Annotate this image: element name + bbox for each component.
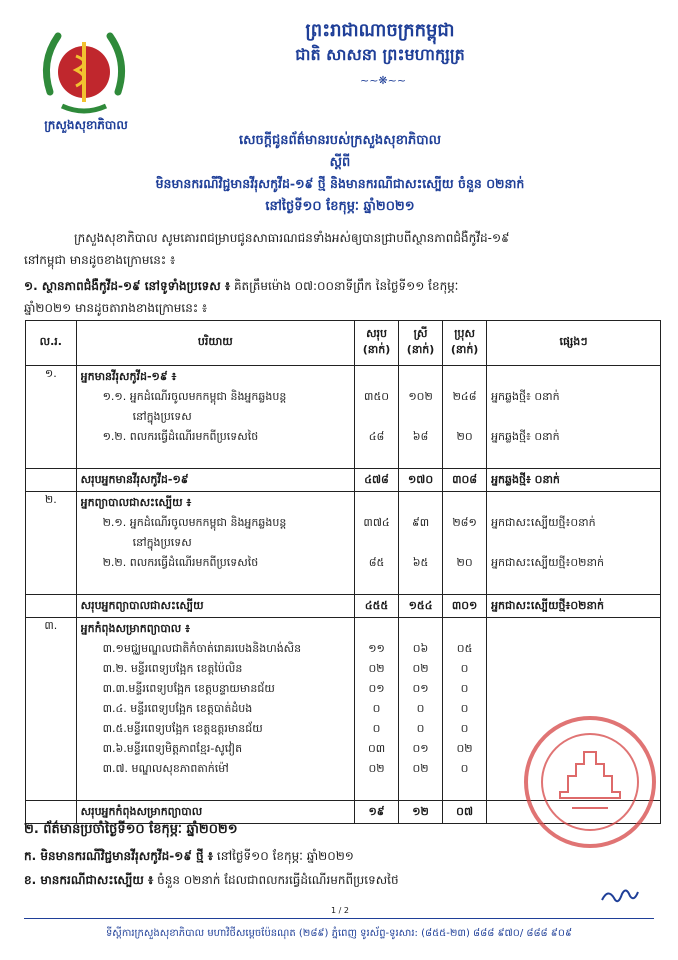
footer-divider [24,918,654,919]
ornament: ~~❋~~ [360,74,407,87]
col-header-no: ល.រ. [26,321,77,366]
item-female: ០៦ [412,642,429,655]
item-description: ៣.៤. មន្ទីរពេទ្យបង្អែក ខេត្តបាត់ដំបង [102,702,253,715]
table-group-row [26,366,661,469]
spacer [447,407,482,427]
spacer [491,493,656,513]
row-total [355,366,399,469]
item-male: ០ [460,662,469,675]
row-male [443,618,487,801]
section2-item-b-text: ចំនួន ០២នាក់ ដែលជាពលករធ្វើដំណើរមកពីប្រទេសថៃ [153,873,399,887]
section2-item-b-label: ខ. មានករណីជាសះស្បើយ ៖ [24,873,154,887]
spacer [403,619,438,639]
section1-text: គិតត្រឹមម៉ោង ០៧:០០នាទីព្រឹក នៃថ្ងៃទី១១ ខែកុម្ភៈ [230,279,459,293]
item-note [491,659,656,679]
item-male: ២០ [456,556,473,569]
table-total-row [26,469,661,492]
col-header-description: បរិយាយ [76,321,354,366]
row-female [399,618,443,801]
document-date: នៅថ្ងៃទី១០ ខែកុម្ភៈ ឆ្នាំ២០២១ [265,199,415,214]
spacer [403,367,438,387]
table-group-row [26,492,661,595]
spacer [359,533,394,553]
spacer [491,573,656,593]
page-number: 1 / 2 [331,906,349,915]
spacer [403,447,438,467]
item-description: ១.១. អ្នកដំណើរចូលមកកម្ពុជា និងអ្នកឆ្លងបន្ត [102,390,287,403]
spacer [359,573,394,593]
spacer [359,493,394,513]
total-male: ៣០៨ [443,469,487,492]
document-subject-label: ស្តីពី [329,155,351,170]
total-total: ១៩ [355,801,399,824]
item-description: ៣.១មជ្ឈមណ្ឌលជាតិកំចាត់រោគរបេងនិងហង់សិន [102,642,302,655]
item-description: ៣.៥.មន្ទីរពេទ្យបង្អែក ខេត្តឧត្តរមានជ័យ [102,722,263,735]
item-male: ០ [460,722,469,735]
row-female [399,492,443,595]
item-note [491,679,656,699]
spacer [447,779,482,799]
total-total: ៤៧៨ [355,469,399,492]
total-male: ៣០១ [443,595,487,618]
item-description: ២.១. អ្នកដំណើរចូលមកកម្ពុជា និងអ្នកឆ្លងបន្ត [102,516,287,529]
spacer [81,447,350,467]
item-note: អ្នកជាសះស្បើយថ្មី៖០នាក់ [491,516,596,529]
item-male: ០ [460,682,469,695]
item-total: ០១ [368,682,385,695]
item-male: ០ [460,702,469,715]
item-total: ០ [372,702,381,715]
item-total: ៣៥០ [364,390,390,403]
total-note: អ្នកជាសះស្បើយថ្មី៖០២នាក់ [487,595,661,618]
item-description: ៣.២. មន្ទីរពេទ្យបង្អែក ខេត្តប៉ៃលិន [102,662,243,675]
item-total: ០៣ [367,742,386,755]
item-male: ២៨១ [452,516,477,529]
document-title: សេចក្តីជូនព័ត៌មានរបស់ក្រសួងសុខាភិបាល [239,133,441,148]
item-note: អ្នកជាសះស្បើយថ្មី៖០២នាក់ [491,556,604,569]
item-total: ១១ [368,642,385,655]
row-female [399,366,443,469]
section2-item-b [24,870,664,890]
item-description: ២.២. ពលករធ្វើដំណើរមកពីប្រទេសថៃ [102,556,259,569]
item-male: ២០ [456,430,473,443]
spacer [403,533,438,553]
spacer [403,493,438,513]
item-female: ៩៣ [411,516,430,529]
spacer [359,779,394,799]
group-heading: អ្នកព្យាបាលជាសះស្បើយ ៖ [80,496,192,509]
spacer [491,619,656,639]
ministry-logo [36,22,132,122]
total-row-number [26,469,77,492]
kingdom-title: ព្រះរាជាណាចក្រកម្ពុជា [305,20,455,41]
section1-line-2: ឆ្នាំ២០២១ មានដូចតារាងខាងក្រោមនេះ ៖ [24,301,208,315]
item-female: ០២ [412,662,429,675]
item-female: ០១ [412,682,429,695]
spacer [447,573,482,593]
item-total: ០២ [368,662,385,675]
intro-line-1: ក្រសួងសុខាភិបាល សូមគោរពជម្រាបជូនសាធារណជនទាំងអស់ឲ្យបានជ្រាបពីស្ថានភាពជំងឺកូវីដ-១៩ [74,231,510,245]
col-header-male: ប្រុស (នាក់) [443,321,487,366]
item-total: ៤៨ [368,430,385,443]
spacer [359,619,394,639]
item-note: អ្នកឆ្លងថ្មី៖ ០នាក់ [491,430,560,443]
footer-address: ទីស្តីការក្រសួងសុខាភិបាល មហាវិថីសម្តេចប៉ែនណុត (២៨៩) ភ្នំពេញ ទូរស័ព្ទ-ទូរសារ: (៨៥៥-២៣) ៨៨៨ ៩៧០/ ៨៨៨ ៩០៩ [105,928,573,939]
row-note [487,492,661,595]
col-header-female: ស្រី (នាក់) [399,321,443,366]
official-stamp [520,712,660,852]
section2-heading: ២. ព័ត៌មានប្រចាំថ្ងៃទី១០ ខែកុម្ភៈ ឆ្នាំ២០២១ [24,822,238,837]
item-male: ០២ [456,742,473,755]
col-header-total: សរុប (នាក់) [355,321,399,366]
item-female: ៦៨ [412,430,429,443]
item-female: ០ [416,722,425,735]
spacer [403,573,438,593]
row-number: ២. [26,492,77,595]
item-male: ០៥ [456,642,473,655]
intro-line-2: នៅកម្ពុជា មានដូចខាងក្រោមនេះ ៖ [24,253,176,267]
item-total: ០២ [368,762,385,775]
item-total: ៨៥ [368,556,385,569]
spacer [81,779,350,799]
group-heading: អ្នកមានវីរុសកូវីដ-១៩ ៖ [80,370,177,383]
section2-item-a-text: នៅថ្ងៃទី១០ ខែកុម្ភៈ ឆ្នាំ២០២១ [213,849,354,863]
total-note: អ្នកឆ្លងថ្មី៖ ០នាក់ [487,469,661,492]
row-male [443,366,487,469]
national-motto: ជាតិ សាសនា ព្រះមហាក្សត្រ [295,45,465,64]
item-female: ០២ [412,762,429,775]
item-note: អ្នកឆ្លងថ្មី៖ ០នាក់ [491,390,560,403]
spacer [447,447,482,467]
item-description: ៣.៦.មន្ទីរពេទ្យមិត្តភាពខ្មែរ-សូវៀត [102,742,243,755]
spacer [491,533,656,553]
spacer [359,407,394,427]
spacer [491,447,656,467]
total-row-number [26,595,77,618]
row-number: ៣. [26,618,77,801]
item-female: ៦៥ [412,556,429,569]
total-label: សរុបអ្នកព្យាបាលជាសះស្បើយ [76,595,354,618]
spacer [81,573,350,593]
row-total [355,618,399,801]
item-description: ៣.៣.មន្ទីរពេទ្យបង្អែក ខេត្តបន្ទាយមានជ័យ [102,682,275,695]
spacer [359,447,394,467]
item-total: ០ [372,722,381,735]
spacer [447,533,482,553]
item-female: ០១ [412,742,429,755]
item-description-cont: នៅក្នុងប្រទេស [132,410,192,423]
ministry-name: ក្រសួងសុខាភិបាល [44,118,128,132]
spacer [403,407,438,427]
table-header-row [26,321,661,366]
row-description [76,618,354,801]
total-female: ១៥៤ [399,595,443,618]
row-male [443,492,487,595]
total-label: សរុបអ្នកមានវីរុសកូវីដ-១៩ [76,469,354,492]
total-label: សរុបអ្នកកំពុងសម្រាកព្យាបាល [76,801,354,824]
signature [600,884,640,908]
spacer [447,619,482,639]
row-description [76,366,354,469]
group-heading: អ្នកកំពុងសម្រាកព្យាបាល ៖ [80,622,190,635]
col-header-note: ផ្សេងៗ [487,321,661,366]
section1-heading: ១. ស្ថានភាពជំងឺកូវីដ-១៩ នៅទូទាំងប្រទេស ៖ [24,279,231,293]
item-description: ៣.៧. មណ្ឌលសុខភាពតាក់ម៉ៅ [102,762,229,775]
spacer [359,367,394,387]
section2-item-a-label: ក. មិនមានករណីវិជ្ជមានវីរុសកូវីដ-១៩ ថ្មី ៖ [24,849,214,863]
row-number: ១. [26,366,77,469]
item-total: ៣៧៤ [363,516,390,529]
total-female: ១៧០ [399,469,443,492]
row-note [487,366,661,469]
spacer [491,407,656,427]
item-note [491,639,656,659]
table-total-row [26,595,661,618]
item-male: ០ [460,762,469,775]
item-female: ០ [416,702,425,715]
section1-line-1 [24,276,664,296]
item-female: ១០២ [408,390,433,403]
spacer [491,367,656,387]
item-male: ២៤៨ [452,390,477,403]
spacer [447,493,482,513]
item-description: ១.២. ពលករធ្វើដំណើរមកពីប្រទេសថៃ [102,430,259,443]
total-total: ៤៥៥ [355,595,399,618]
row-total [355,492,399,595]
total-female: ១២ [399,801,443,824]
row-description [76,492,354,595]
document-subject: មិនមានករណីវិជ្ជមានវីរុសកូវីដ-១៩ ថ្មី និងមានករណីជាសះស្បើយ ចំនួន ០២នាក់ [155,176,525,191]
item-description-cont: នៅក្នុងប្រទេស [132,536,192,549]
spacer [447,367,482,387]
spacer [403,779,438,799]
total-male: ០៧ [443,801,487,824]
